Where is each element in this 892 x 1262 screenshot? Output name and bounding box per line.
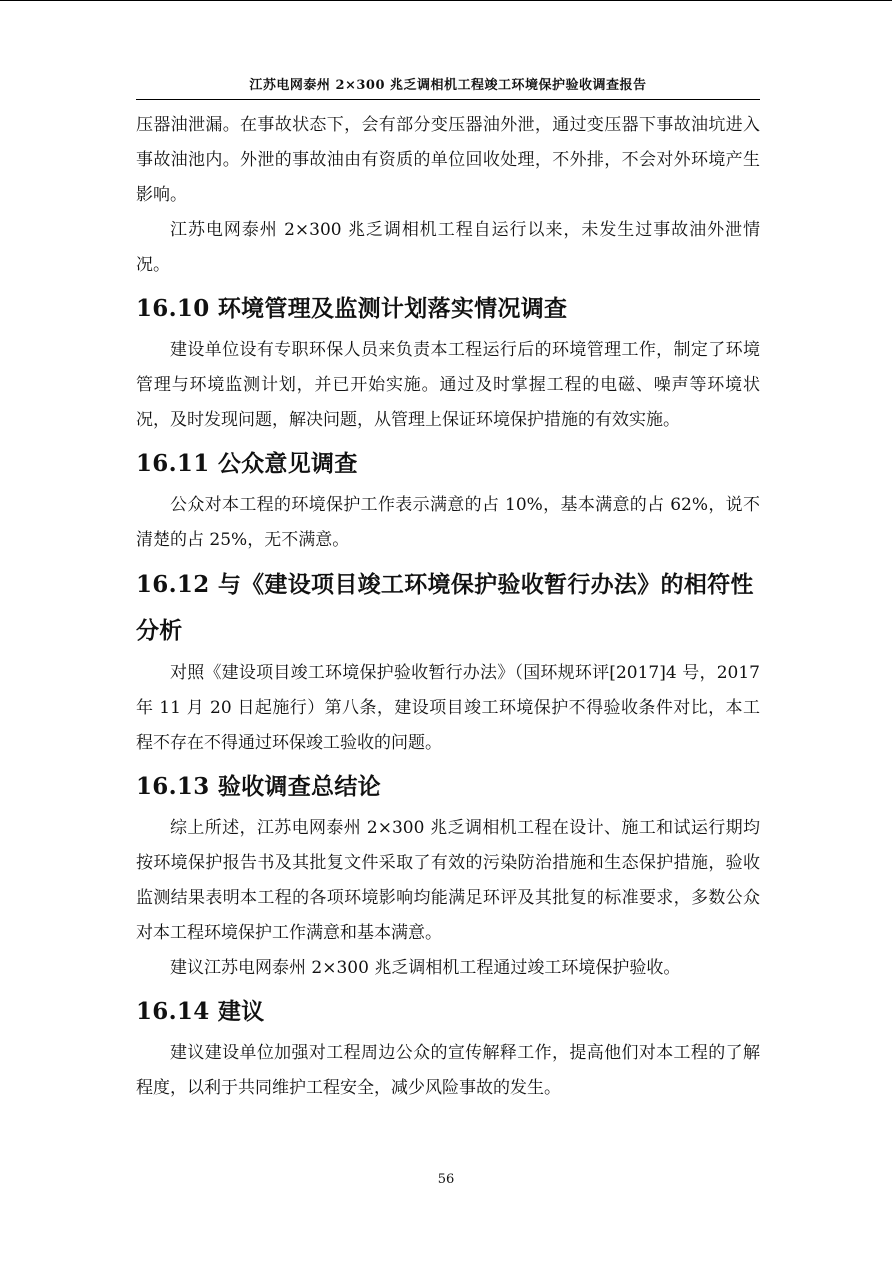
section-heading-16-12: 16.12 与《建设项目竣工环境保护验收暂行办法》的相符性分析 bbox=[136, 571, 754, 644]
section-16-12-paragraph: 对照《建设项目竣工环境保护验收暂行办法》（国环规环评[2017]4 号，2017 年 11 月 20 日起施行）第八条，建设项目竣工环境保护不得验收条件对比，本工程不存在不得通过环保竣工验收的问题。 bbox=[136, 663, 760, 753]
section-heading-16-13: 16.13 验收调查总结论 bbox=[136, 773, 381, 800]
section-16-11-paragraph: 公众对本工程的环境保护工作表示满意的占 10%，基本满意的占 62%，说不清楚的占 25%，无不满意。 bbox=[136, 495, 760, 550]
section-heading-16-14: 16.14 建议 bbox=[136, 998, 265, 1025]
section-heading-16-10: 16.10 环境管理及监测计划落实情况调查 bbox=[136, 295, 568, 322]
section-16-10-paragraph: 建设单位设有专职环保人员来负责本工程运行后的环境管理工作，制定了环境管理与环境监测计划，并已开始实施。通过及时掌握工程的电磁、噪声等环境状况，及时发现问题，解决问题，从管理上保证环境保护措施的有效实施。 bbox=[136, 340, 760, 430]
intro-paragraph-2: 江苏电网泰州 2×300 兆乏调相机工程自运行以来，未发生过事故油外泄情况。 bbox=[136, 220, 760, 275]
running-header: 江苏电网泰州 2×300 兆乏调相机工程竣工环境保护验收调查报告 bbox=[249, 78, 647, 93]
section-16-13-paragraph-1: 综上所述，江苏电网泰州 2×300 兆乏调相机工程在设计、施工和试运行期均按环境保护报告书及其批复文件采取了有效的污染防治措施和生态保护措施，验收监测结果表明本工程的各项环境影响均能满足环评及其批复的标准要求，多数公众对本工程环境保护工作满意和基本满意。 bbox=[136, 818, 760, 943]
top-border bbox=[0, 0, 892, 1]
section-heading-16-11: 16.11 公众意见调查 bbox=[136, 450, 358, 477]
intro-paragraph-1: 压器油泄漏。在事故状态下，会有部分变压器油外泄，通过变压器下事故油坑进入事故油池内。外泄的事故油由有资质的单位回收处理，不外排，不会对外环境产生影响。 bbox=[136, 115, 760, 205]
page-number: 56 bbox=[437, 1172, 455, 1187]
section-16-13-paragraph-2: 建议江苏电网泰州 2×300 兆乏调相机工程通过竣工环境保护验收。 bbox=[170, 958, 681, 978]
section-16-14-paragraph: 建议建设单位加强对工程周边公众的宣传解释工作，提高他们对本工程的了解程度，以利于共同维护工程安全，减少风险事故的发生。 bbox=[136, 1043, 760, 1098]
page-body bbox=[136, 108, 760, 1106]
header-rule bbox=[136, 99, 760, 100]
